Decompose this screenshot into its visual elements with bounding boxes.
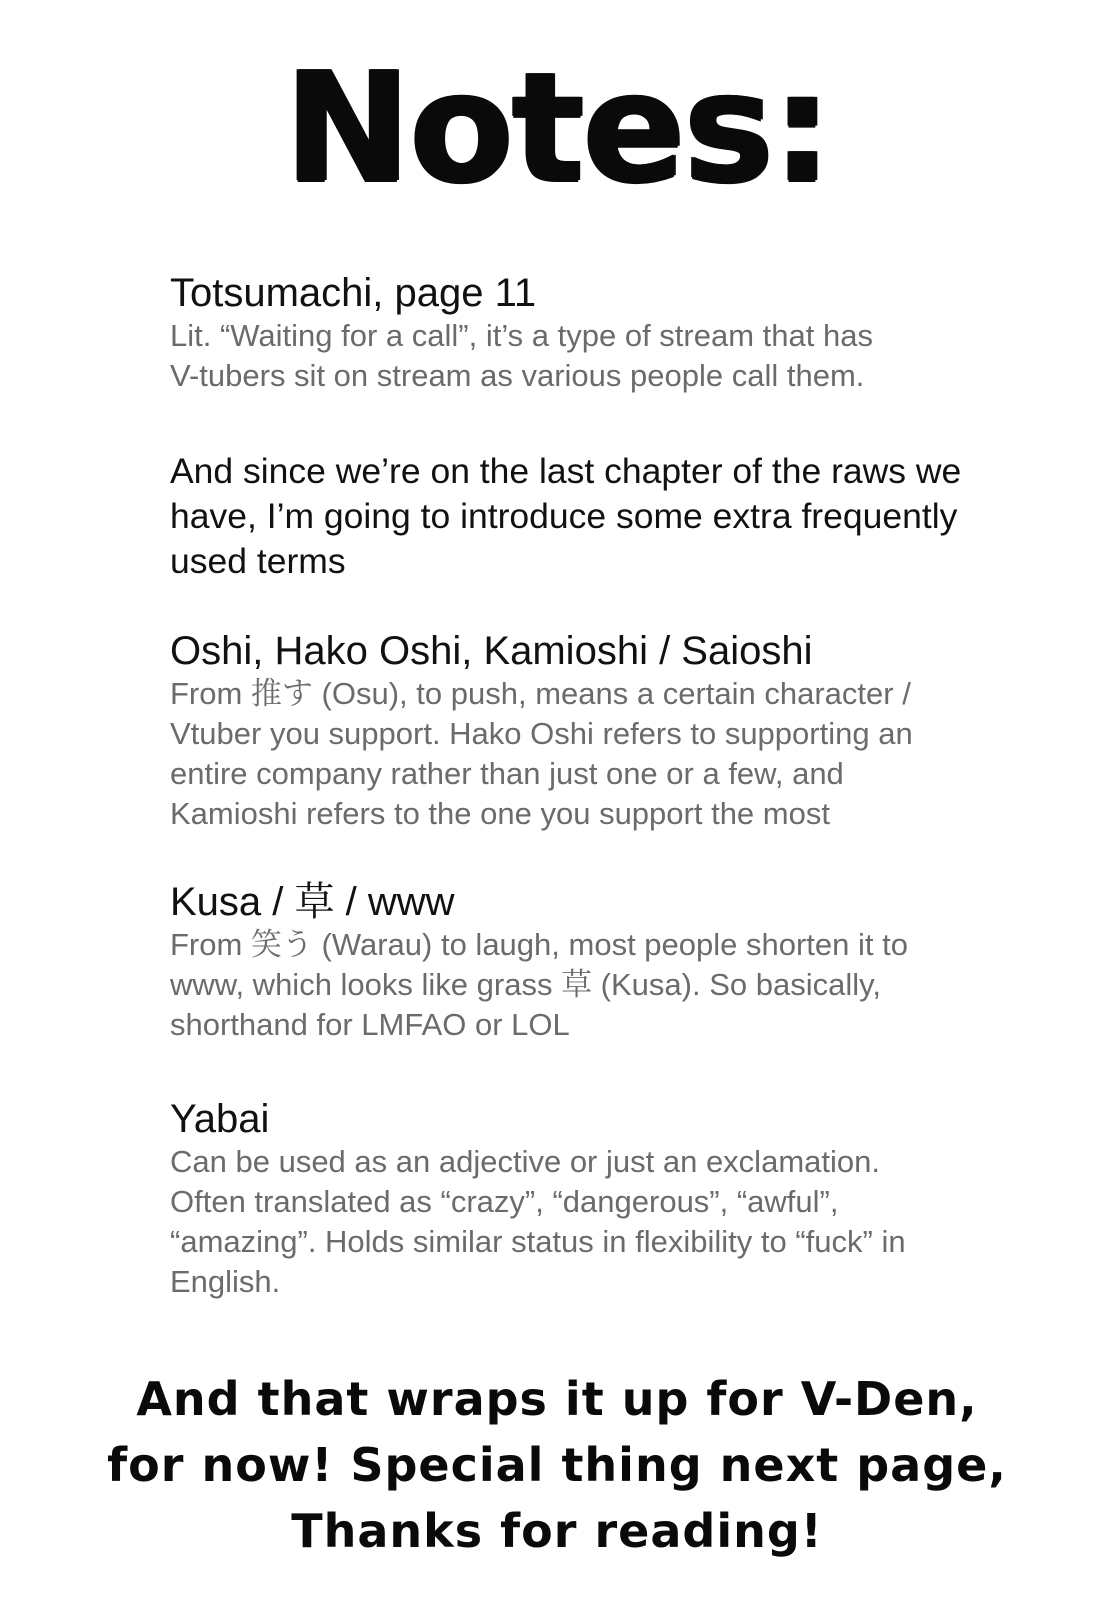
note-totsumachi (170, 270, 1020, 396)
note-kusa (170, 879, 1020, 1045)
note-heading: Yabai (170, 1097, 270, 1141)
note-oshi (170, 628, 1020, 834)
note-heading: Kusa / 草 / www (170, 880, 455, 924)
note-heading: Totsumachi, page 11 (170, 271, 537, 315)
note-body: From 推す (Osu), to push, means a certain character / Vtuber you support. Hako Oshi refers to supporting an entire company rather than just one or a few, and Kamioshi refers to the one you support the most (170, 676, 913, 831)
note-body: Lit. “Waiting for a call”, it’s a type of stream that has V-tubers sit on stream as various people call them. (170, 318, 873, 393)
note-body: From 笑う (Warau) to laugh, most people shorten it to www, which looks like grass 草 (Kusa). So basically, shorthand for LMFAO or LOL (170, 927, 908, 1042)
page-title: Notes: (283, 39, 831, 216)
note-body: Can be used as an adjective or just an exclamation. Often translated as “crazy”, “dangerous”, “awful”, “amazing”. Holds similar status in flexibility to “fuck” in English. (170, 1144, 906, 1299)
intro-paragraph: And since we’re on the last chapter of the raws we have, I’m going to introduce some extra frequently used terms (170, 451, 962, 581)
note-yabai (170, 1096, 1020, 1302)
note-heading: Oshi, Hako Oshi, Kamioshi / Saioshi (170, 629, 813, 673)
closing-message: And that wraps it up for V-Den, for now! Special thing next page, Thanks for reading! (107, 1372, 1007, 1558)
